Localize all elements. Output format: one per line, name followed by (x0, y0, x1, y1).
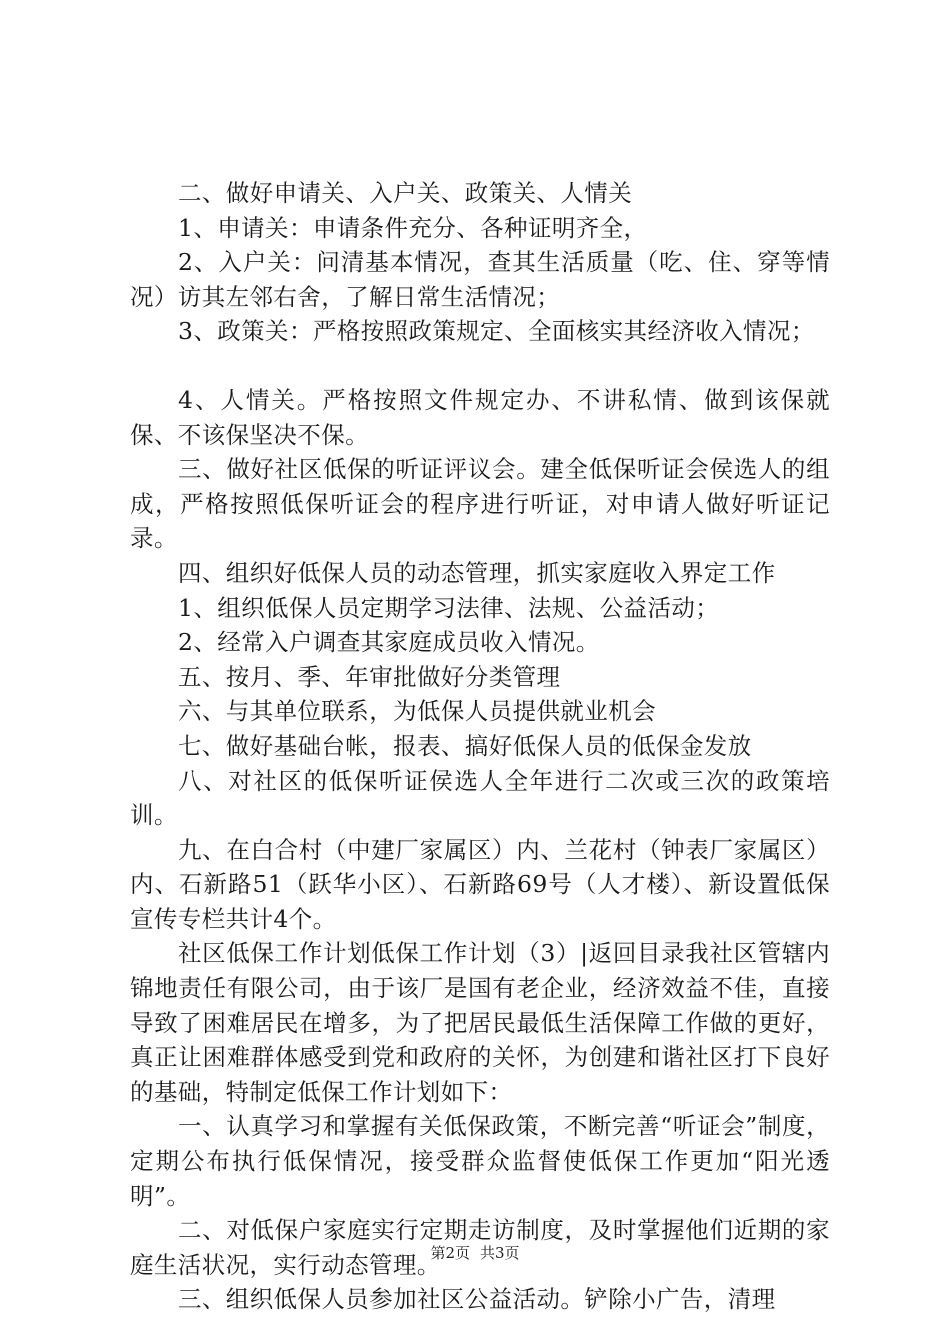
page-footer (0, 1242, 950, 1263)
paragraph-section-2-heading: 二、做好申请关、入户关、政策关、人情关 (178, 179, 633, 207)
paragraph-household: 2、入户关：问清基本情况，查其生活质量（吃、住、穿等情况）访其左邻右舍，了解日常生活情况； (130, 248, 830, 311)
paragraph-plan-item-1: 一、认真学习和掌握有关低保政策，不断完善“听证会”制度，定期公布执行低保情况，接受群众监督使低保工作更加“阳光透明”。 (130, 1112, 830, 1210)
document-body (130, 176, 830, 1317)
page-number: 第2页 (430, 1244, 470, 1262)
paragraph-section-6: 六、与其单位联系，为低保人员提供就业机会 (178, 697, 656, 726)
paragraph-personal: 4、人情关。严格按照文件规定办、不讲私情、做到该保就保、不该保坚决不保。 (130, 385, 830, 449)
paragraph-section-7: 七、做好基础台帐，报表、搞好低保人员的低保金发放 (178, 731, 752, 760)
paragraph-section-4-heading: 四、组织好低保人员的动态管理，抓实家庭收入界定工作 (178, 558, 776, 587)
paragraph-policy: 3、政策关：严格按照政策规定、全面核实其经济收入情况； (178, 317, 815, 346)
paragraph-section-8: 八、对社区的低保听证侯选人全年进行二次或三次的政策培训。 (130, 766, 830, 830)
paragraph-section-3: 三、做好社区低保的听证评议会。建全低保听证会侯选人的组成，严格按照低保听证会的程序进行听证，对申请人做好听证记录。 (130, 455, 830, 553)
paragraph-section-5: 五、按月、季、年审批做好分类管理 (178, 662, 561, 691)
paragraph-plan-item-2: 二、对低保户家庭实行定期走访制度，及时掌握他们近期的家庭生活状况，实行动态管理。 (130, 1216, 830, 1279)
paragraph-plan-item-3: 三、组织低保人员参加社区公益活动。铲除小广告，清理 (178, 1285, 776, 1314)
paragraph-application: 1、申请关：申请条件充分、各种证明齐全， (178, 213, 648, 242)
paragraph-plan-intro: 社区低保工作计划低保工作计划（3）|返回目录我社区管辖内锦地责任有限公司，由于该厂是国有老企业，经济效益不佳，直接导致了困难居民在增多，为了把居民最低生活保障工作做的更好，真正让困难群体感受到党和政府的关怀，为创建和谐社区打下良好的基础，特制定低保工作计划如下： (130, 939, 830, 1106)
paragraph-section-4-item-2: 2、经常入户调查其家庭成员收入情况。 (178, 628, 600, 657)
page-total: 共3页 (480, 1244, 520, 1262)
paragraph-section-9: 九、在白合村（中建厂家属区）内、兰花村（钟表厂家属区）内、石新路51（跃华小区）、石新路69号（人才楼）、新设置低保宣传专栏共计4个。 (130, 835, 830, 933)
paragraph-section-4-item-1: 1、组织低保人员定期学习法律、法规、公益活动； (178, 593, 720, 622)
